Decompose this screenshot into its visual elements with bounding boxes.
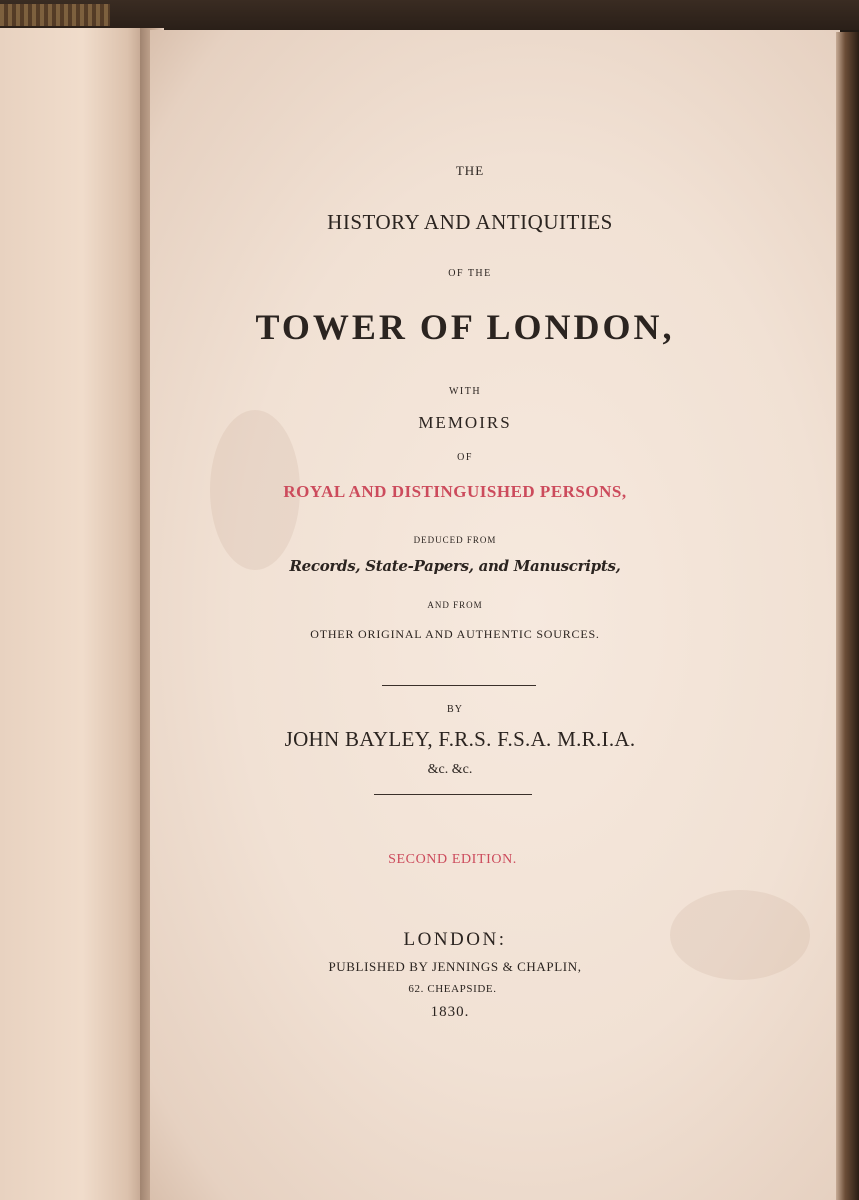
- title-of: OF: [457, 452, 473, 463]
- imprint-address: 62. CHEAPSIDE.: [408, 983, 497, 995]
- imprint-city: LONDON:: [403, 929, 507, 950]
- page-edge: [836, 32, 859, 1200]
- book-binding-top: [0, 0, 859, 30]
- imprint-publisher: PUBLISHED BY JENNINGS & CHAPLIN,: [328, 959, 582, 974]
- imprint-year: 1830.: [430, 1004, 470, 1020]
- title-by: BY: [447, 704, 463, 715]
- left-page: [0, 28, 150, 1200]
- edition-label: SECOND EDITION.: [388, 852, 517, 867]
- title-deduced-from: DEDUCED FROM: [413, 535, 497, 545]
- title-other-sources: OTHER ORIGINAL AND AUTHENTIC SOURCES.: [310, 627, 600, 641]
- title-royal-persons: ROYAL AND DISTINGUISHED PERSONS,: [283, 482, 627, 501]
- title-memoirs: MEMOIRS: [418, 413, 512, 432]
- divider-rule: [382, 685, 536, 686]
- binding-ornament: [0, 4, 110, 26]
- title-and-from: AND FROM: [427, 600, 483, 610]
- title-history: HISTORY AND ANTIQUITIES: [327, 210, 613, 234]
- title-with: WITH: [448, 386, 482, 397]
- main-title: TOWER OF LONDON,: [255, 307, 675, 347]
- author-name: JOHN BAYLEY, F.R.S. F.S.A. M.R.I.A.: [284, 727, 636, 751]
- title-the: THE: [455, 163, 485, 178]
- title-page-text: [150, 30, 750, 1130]
- title-of-the: OF THE: [448, 268, 492, 279]
- title-records: Records, State-Papers, and Manuscripts,: [289, 557, 621, 575]
- divider-rule: [374, 794, 532, 795]
- author-etc: &c. &c.: [427, 762, 473, 777]
